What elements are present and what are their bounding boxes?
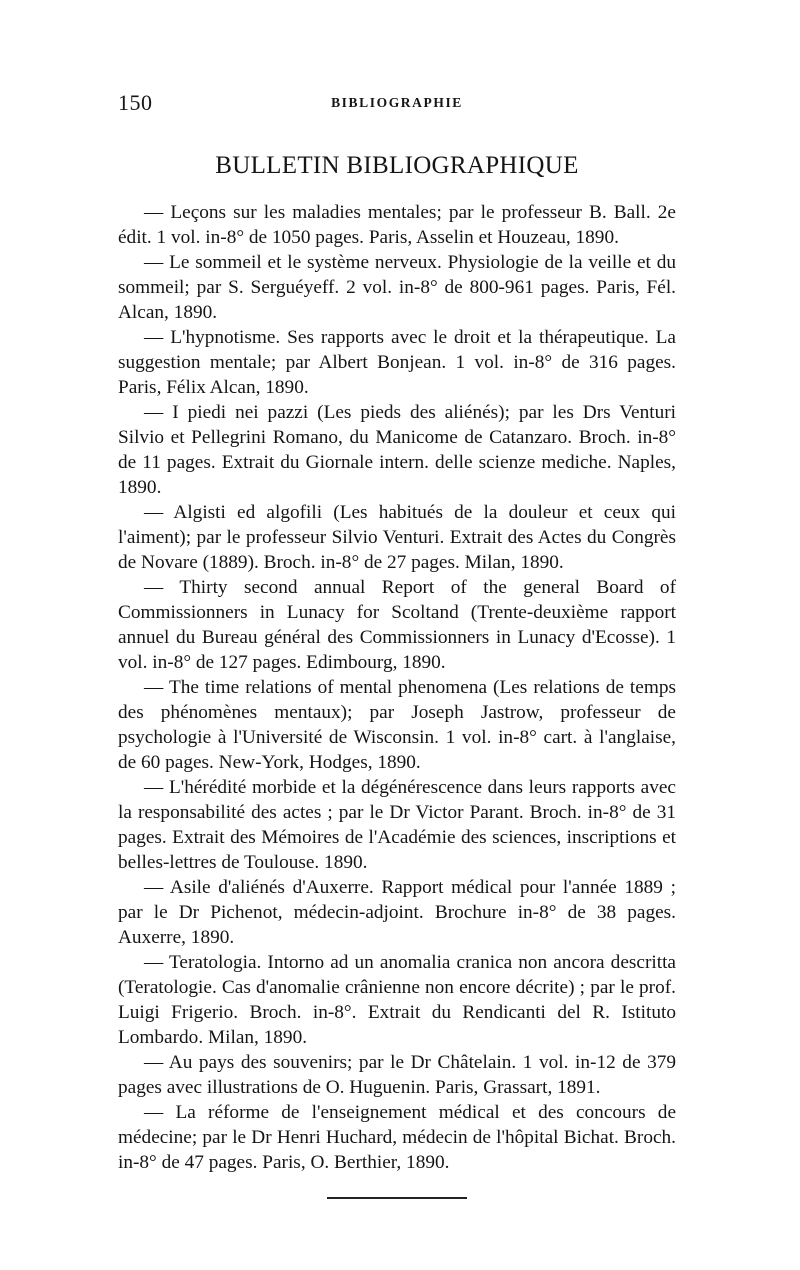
bibliography-entry: — Thirty second annual Report of the general Board of Commissionners in Lunacy for Scoltand (Trente-deuxième rapport annuel du Bureau général des Commissionners in Lunacy d'Ecosse). 1 vol. in-8° de 127 pages. Edimbourg, 1890. bbox=[118, 577, 676, 673]
bibliography-entry: — Au pays des souvenirs; par le Dr Châtelain. 1 vol. in-12 de 379 pages avec illustrations de O. Huguenin. Paris, Grassart, 1891. bbox=[118, 1052, 676, 1098]
bibliography-entry: — Asile d'aliénés d'Auxerre. Rapport médical pour l'année 1889 ; par le Dr Pichenot, médecin-adjoint. Brochure in-8° de 38 pages. Auxerre, 1890. bbox=[118, 877, 676, 948]
bibliography-entry: — L'hérédité morbide et la dégénérescence dans leurs rapports avec la responsabilité des actes ; par le Dr Victor Parant. Broch. in-8° de 31 pages. Extrait des Mémoires de l'Académie des sciences, inscriptions et belles-lettres de Toulouse. 1890. bbox=[118, 777, 676, 873]
bibliography-entry: — Algisti ed algofili (Les habitués de la douleur et ceux qui l'aiment); par le professeur Silvio Venturi. Extrait des Actes du Congrès de Novare (1889). Broch. in-8° de 27 pages. Milan, 1890. bbox=[118, 502, 676, 573]
running-head bbox=[118, 90, 676, 124]
bibliography-entry: — The time relations of mental phenomena (Les relations de temps des phénomènes mentaux); par Joseph Jastrow, professeur de psychologie à l'Université de Wisconsin. 1 vol. in-8° cart. à l'anglaise, de 60 pages. New-York, Hodges, 1890. bbox=[118, 677, 676, 773]
running-title: BIBLIOGRAPHIE bbox=[331, 95, 463, 110]
section-title: BULLETIN BIBLIOGRAPHIQUE bbox=[215, 152, 579, 179]
page-number: 150 bbox=[118, 90, 153, 115]
bibliography-entry: — Leçons sur les maladies mentales; par le professeur B. Ball. 2e édit. 1 vol. in-8° de 1050 pages. Paris, Asselin et Houzeau, 1890. bbox=[118, 202, 676, 248]
bibliography-entry: — I piedi nei pazzi (Les pieds des aliénés); par les Drs Venturi Silvio et Pellegrini Romano, du Manicome de Catanzaro. Broch. in-8° de 11 pages. Extrait du Giornale intern. delle scienze mediche. Naples, 1890. bbox=[118, 402, 676, 498]
book-page bbox=[118, 90, 676, 1199]
bibliography-entry: — L'hypnotisme. Ses rapports avec le droit et la thérapeutique. La suggestion mentale; par Albert Bonjean. 1 vol. in-8° de 316 pages. Paris, Félix Alcan, 1890. bbox=[118, 327, 676, 398]
bibliography-entry: — Le sommeil et le système nerveux. Physiologie de la veille et du sommeil; par S. Serguéyeff. 2 vol. in-8° de 800-961 pages. Paris, Fél. Alcan, 1890. bbox=[118, 252, 676, 323]
bibliography-entry: — Teratologia. Intorno ad un anomalia cranica non ancora descritta (Teratologie. Cas d'anomalie crânienne non encore décrite) ; par le prof. Luigi Frigerio. Broch. in-8°. Extrait du Rendicanti del R. Istituto Lombardo. Milan, 1890. bbox=[118, 952, 676, 1048]
bibliography-list bbox=[118, 200, 676, 1175]
closing-rule bbox=[327, 1197, 467, 1199]
bibliography-entry: — La réforme de l'enseignement médical et des concours de médecine; par le Dr Henri Huchard, médecin de l'hôpital Bichat. Broch. in-8° de 47 pages. Paris, O. Berthier, 1890. bbox=[118, 1102, 676, 1173]
